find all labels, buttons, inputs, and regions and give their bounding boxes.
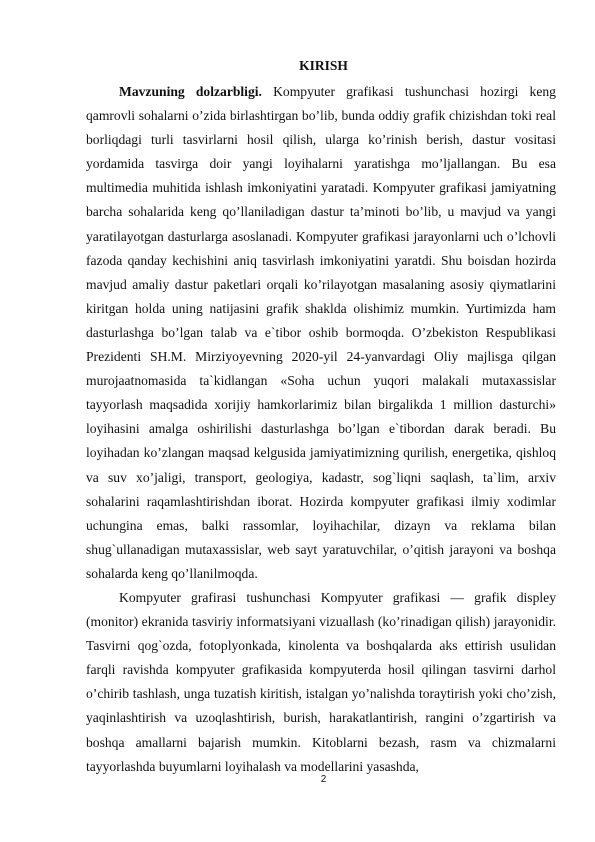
section-heading: KIRISH bbox=[299, 58, 348, 73]
paragraph-lead: Mavzuning dolzarbligi. bbox=[119, 84, 262, 99]
page-number: 2 bbox=[320, 774, 327, 785]
paragraph-graphics-concept bbox=[86, 586, 556, 779]
body-text bbox=[86, 80, 556, 779]
paragraph-text: Kompyuter grafirasi tushunchasi Kompyuter grafikasi — grafik displey (monitor) ekranida tasviriy informatsiyani vizuallash (ko’rinadigan qilish) jarayonidir. Tasvirni qog`ozda, fotoplyonkada, kinolenta va boshqalarda aks ettirish usulidan farqli ravishda kompyuter grafikasida kompyuterda hosil qilingan tasvirni darhol o’chirib tashlash, unga tuzatish kiritish, istalgan yo’nalishda toraytirish yoki cho’zish, yaqinlashtirish va uzoqlashtirish, burish, harakatlantirish, rangini o’zgartirish va boshqa amallarni bajarish mumkin. Kitoblarni bezash, rasm va chizmalarni tayyorlashda buyumlarni loyihalash va modellarini yasashda, bbox=[86, 589, 556, 774]
paragraph-text: Kompyuter grafikasi tushunchasi hozirgi keng qamrovli sohalarni o’zida birlashtirgan bo’lib, bunda oddiy grafik chizishdan toki real borliqdagi turli tasvirlarni hosil qilish, ularga ko’rinish berish, dastur vositasi yordamida tasvirga doir yangi loyihalarni yaratishga mo’ljallangan. Bu esa multimedia muhitida ishlash imkoniyatini yaratadi. Kompyuter grafikasi jamiyatning barcha sohalarida keng qo’llaniladigan dastur ta’minoti bo’lib, u mavjud va yangi yaratilayotgan dasturlarga asoslanadi. Kompyuter grafikasi jarayonlarni uch o’lchovli fazoda qanday kechishini aniq tasvirlash imkoniyatini yaratdi. Shu boisdan hozirda mavjud amaliy dastur paketlari orqali ko’rilayotgan masalaning asosiy qiymatlarini kiritgan holda uning natijasini grafik shaklda olishimiz mumkin. Yurtimizda ham dasturlashga bo’lgan talab va e`tibor oshib bormoqda. O’zbekiston Respublikasi Prezidenti SH.M. Mirziyoyevning 2020-yil 24-yanvardagi Oliy majlisga qilgan murojaatnomasida ta`kidlangan «Soha uchun yuqori malakali mutaxassislar tayyorlash maqsadida xorijiy hamkorlarimiz bilan birgalikda 1 million dasturchi» loyihasini amalga oshirilishi dasturlashga bo’lgan e`tibordan darak beradi. Bu loyihadan ko’zlangan maqsad kelgusida jamiyatimizning qurilish, energetika, qishloq va suv xo’jaligi, transport, geologiya, kadastr, sog`liqni saqlash, ta`lim, arxiv sohalarini raqamlashtirishdan iborat. Hozirda kompyuter grafikasi ilmiy xodimlar uchungina emas, balki rassomlar, loyihachilar, dizayn va reklama bilan shug`ullanadigan mutaxassislar, web sayt yaratuvchilar, o’qitish jarayoni va boshqa sohalarda keng qo’llanilmoqda. bbox=[86, 84, 556, 581]
paragraph-relevance bbox=[86, 80, 556, 586]
